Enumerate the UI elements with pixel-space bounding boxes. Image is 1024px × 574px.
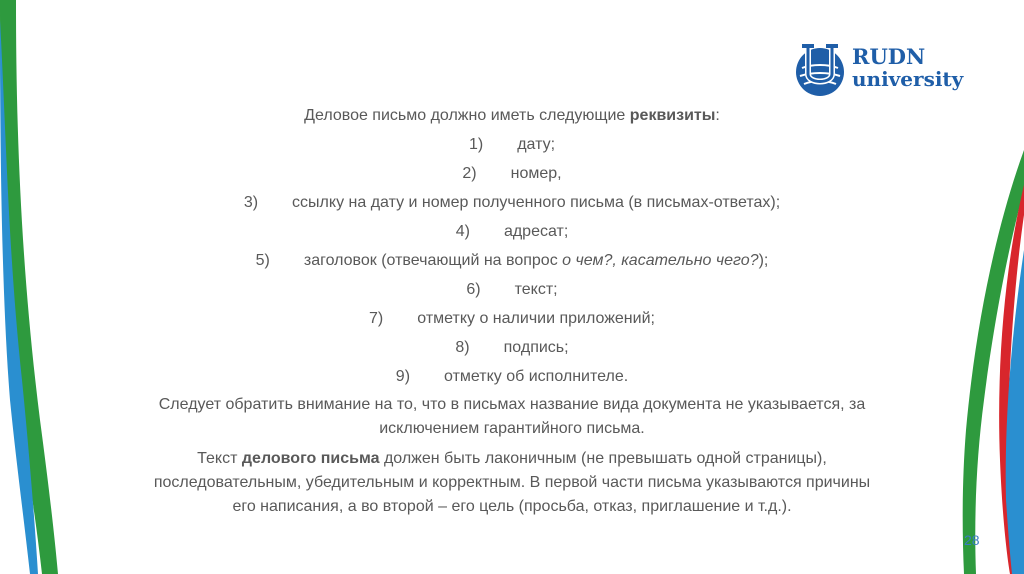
list-item	[30, 217, 994, 246]
page-number: 28	[964, 532, 980, 548]
list-item	[30, 246, 994, 275]
note-paragraph	[30, 393, 994, 441]
logo-line2: university	[852, 67, 964, 91]
logo-line1: RUDN	[852, 44, 926, 69]
intro-line	[30, 101, 994, 130]
list-item-number: 3)	[243, 194, 259, 211]
list-item-number: 7)	[369, 310, 384, 327]
list-item-text: текст;	[514, 281, 558, 298]
list-item-text: заголовок (отвечающий на вопрос	[303, 252, 563, 269]
list-item	[30, 362, 994, 391]
list-item-italic: о чем?, касательно чего?	[562, 252, 759, 269]
body-bold: делового письма	[241, 450, 380, 467]
list-item-number: 5)	[255, 252, 270, 269]
list-item-number: 6)	[466, 281, 481, 298]
list-item-text: отметку о наличии приложений;	[417, 310, 655, 327]
list-item-text-end: );	[758, 252, 769, 269]
body-text-rest: должен быть лаконичным (не превышать одной страницы),	[379, 450, 827, 467]
body-text: Текст	[197, 450, 242, 467]
list-item	[30, 130, 994, 159]
list-item-text: адресат;	[503, 223, 569, 240]
list-item	[30, 159, 994, 188]
logo-text	[852, 46, 963, 90]
body-line	[30, 447, 994, 471]
slide-content	[30, 101, 994, 519]
list-item-text: отметку об исполнителе.	[444, 368, 629, 385]
list-item	[30, 304, 994, 333]
list-item-text: подпись;	[503, 339, 569, 356]
list-item-number: 4)	[455, 223, 470, 240]
list-item	[30, 275, 994, 304]
list-item-number: 9)	[395, 368, 411, 385]
list-item-number: 8)	[455, 339, 470, 356]
rudn-emblem-icon	[790, 40, 850, 100]
intro-colon: :	[715, 107, 720, 124]
intro-bold: реквизиты	[629, 107, 716, 124]
list-item-text: ссылку на дату и номер полученного письма (в письмах-ответах);	[292, 194, 781, 211]
body-line: последовательным, убедительным и корректным. В первой части письма указываются причины	[153, 474, 871, 491]
note-line: исключением гарантийного письма.	[379, 420, 645, 437]
list-item-text: номер,	[510, 165, 562, 182]
body-line: его написания, а во второй – его цель (просьба, отказ, приглашение и т.д.).	[232, 498, 792, 515]
note-line: Следует обратить внимание на то, что в письмах название вида документа не указывается, за	[158, 396, 866, 413]
list-item-number: 2)	[462, 165, 477, 182]
intro-text: Деловое письмо должно иметь следующие	[304, 107, 630, 124]
list-item-number: 1)	[468, 136, 484, 153]
list-item	[30, 188, 994, 217]
list-item	[30, 333, 994, 362]
list-item-text: дату;	[517, 136, 556, 153]
body-paragraph	[30, 447, 994, 519]
rudn-logo	[790, 38, 990, 108]
